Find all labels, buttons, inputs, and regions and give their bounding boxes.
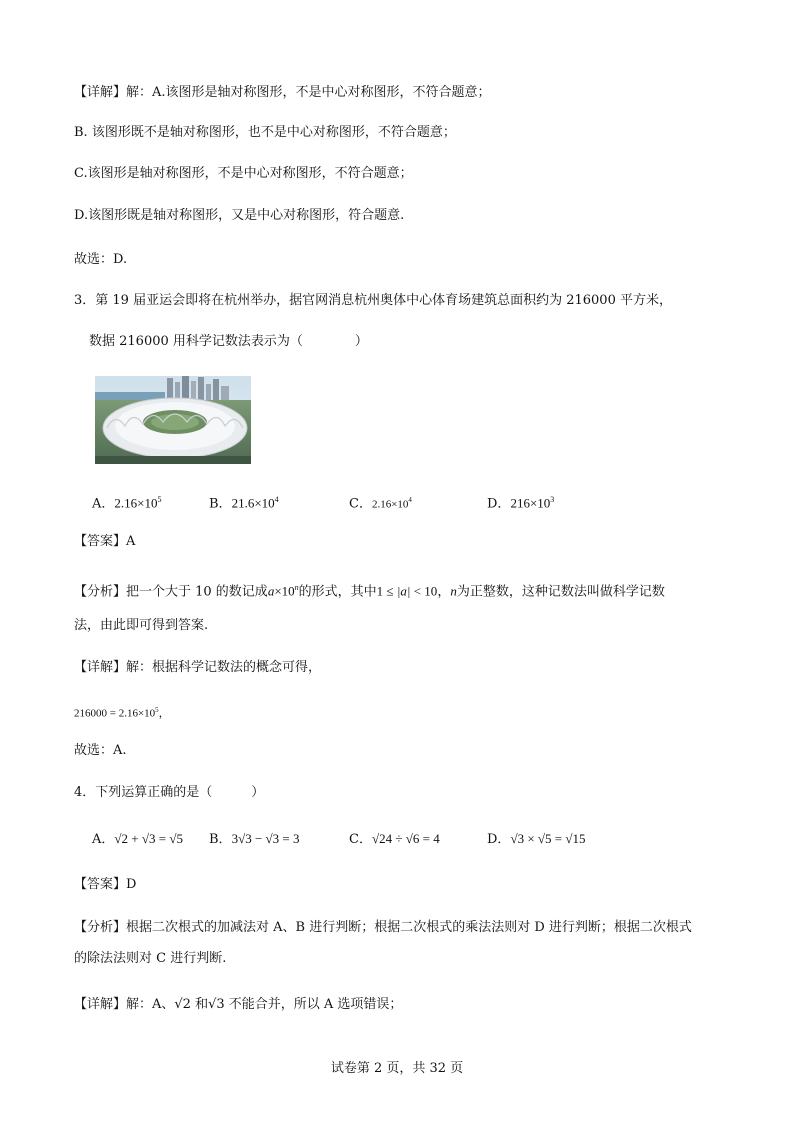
q4-detail: 【详解】解：A、√2 和√3 不能合并，所以 A 选项错误； <box>74 997 403 1012</box>
q4-option-d <box>487 830 586 849</box>
q3-option-b-letter: B． <box>209 496 232 512</box>
q3-option-d-exp: 3 <box>550 495 555 504</box>
q3-option-d-base: 216×10 <box>510 495 551 511</box>
q4-option-b-expr: 3√3 − √3 = 3 <box>231 831 300 846</box>
q2-choice: 故选：D. <box>74 252 128 267</box>
q3-analysis-after: ， <box>437 584 451 600</box>
stadium-photo-drawing <box>95 376 251 464</box>
q3-analysis-line1 <box>74 579 665 601</box>
q4-option-c-expr: √24 ÷ √6 = 4 <box>371 831 440 846</box>
q4-option-a-letter: A． <box>92 832 115 847</box>
q3-analysis-line2: 法，由此即可得到答案. <box>74 618 209 633</box>
q3-analysis-prefix: 【分析】把一个大于 10 的数记成 <box>74 584 268 600</box>
q3-equation <box>74 701 170 723</box>
q3-option-b-exp: 4 <box>274 495 279 504</box>
q3-stem-line1: 3．第 19 届亚运会即将在杭州举办，据官网消息杭州奥体中心体育场建筑总面积约为 216000 平方米， <box>74 293 672 308</box>
q2-detail-b: B. 该图形既不是轴对称图形，也不是中心对称图形，不符合题意； <box>74 125 456 140</box>
q4-analysis-line2: 的除法法则对 C 进行判断. <box>74 951 227 966</box>
q3-choice: 故选：A. <box>74 743 127 758</box>
q3-option-b-base: 21.6×10 <box>231 495 275 511</box>
q3-analysis-formula-mid: ×10 <box>274 583 295 599</box>
q4-option-a-expr: √2 + √3 = √5 <box>114 831 183 846</box>
q3-stem-line2: 数据 216000 用科学记数法表示为（ ） <box>89 334 368 349</box>
q2-detail-d: D.该图形既是轴对称图形，又是中心对称图形，符合题意. <box>74 208 405 223</box>
q3-analysis-n: n <box>450 583 457 599</box>
q3-analysis-mid: 的形式，其中 <box>298 584 377 600</box>
q4-answer: 【答案】D <box>74 877 137 892</box>
q3-analysis-ineq-left: 1 ≤ <box>376 583 397 599</box>
q3-option-a-exp: 5 <box>157 495 162 504</box>
q3-equation-exp: 5 <box>155 706 159 714</box>
q4-option-c-letter: C． <box>349 832 372 847</box>
q3-option-c <box>349 491 412 513</box>
q3-option-b <box>209 491 279 513</box>
q4-option-d-expr: √3 × √5 = √15 <box>510 831 586 846</box>
q3-option-d-letter: D． <box>487 496 511 512</box>
q3-option-a <box>92 491 161 513</box>
q4-stem: 4．下列运算正确的是（ ） <box>74 785 265 800</box>
q3-analysis-ineq-abs: |a| <box>396 583 411 599</box>
q4-option-b-letter: B． <box>209 832 232 847</box>
q3-answer: 【答案】A <box>74 534 136 549</box>
q3-analysis-formula-n: n <box>294 583 299 592</box>
q3-option-c-letter: C． <box>349 496 372 512</box>
q3-equation-base: 216000 = 2.16×10 <box>74 707 156 720</box>
q3-option-c-exp: 4 <box>408 496 412 504</box>
q3-option-c-base: 2.16×10 <box>371 498 409 511</box>
q4-option-c <box>349 830 440 849</box>
q2-detail-a: 【详解】解：A.该图形是轴对称图形，不是中心对称图形，不符合题意； <box>74 85 491 100</box>
q3-detail: 【详解】解：根据科学记数法的概念可得， <box>74 660 322 675</box>
q4-option-b <box>209 830 300 849</box>
q3-option-a-base: 2.16×10 <box>114 495 158 511</box>
q3-option-a-letter: A． <box>92 496 115 512</box>
q3-analysis-formula-a: a <box>267 583 275 599</box>
q3-analysis-ineq-right: < 10 <box>410 583 438 599</box>
q2-detail-c: C.该图形是轴对称图形，不是中心对称图形，不符合题意； <box>74 166 413 181</box>
q3-analysis-suffix: 为正整数，这种记数法叫做科学记数 <box>456 584 665 600</box>
q3-option-d <box>487 491 554 513</box>
q4-analysis-line1: 【分析】根据二次根式的加减法对 A、B 进行判断；根据二次根式的乘法法则对 D 进行判断；根据二次根式 <box>74 920 692 935</box>
q4-option-d-letter: D． <box>487 832 511 847</box>
q3-equation-tail: ， <box>158 706 170 720</box>
page-footer: 试卷第 2 页，共 32 页 <box>330 1061 464 1076</box>
q4-option-a <box>92 830 183 849</box>
stadium-photo <box>95 376 251 464</box>
